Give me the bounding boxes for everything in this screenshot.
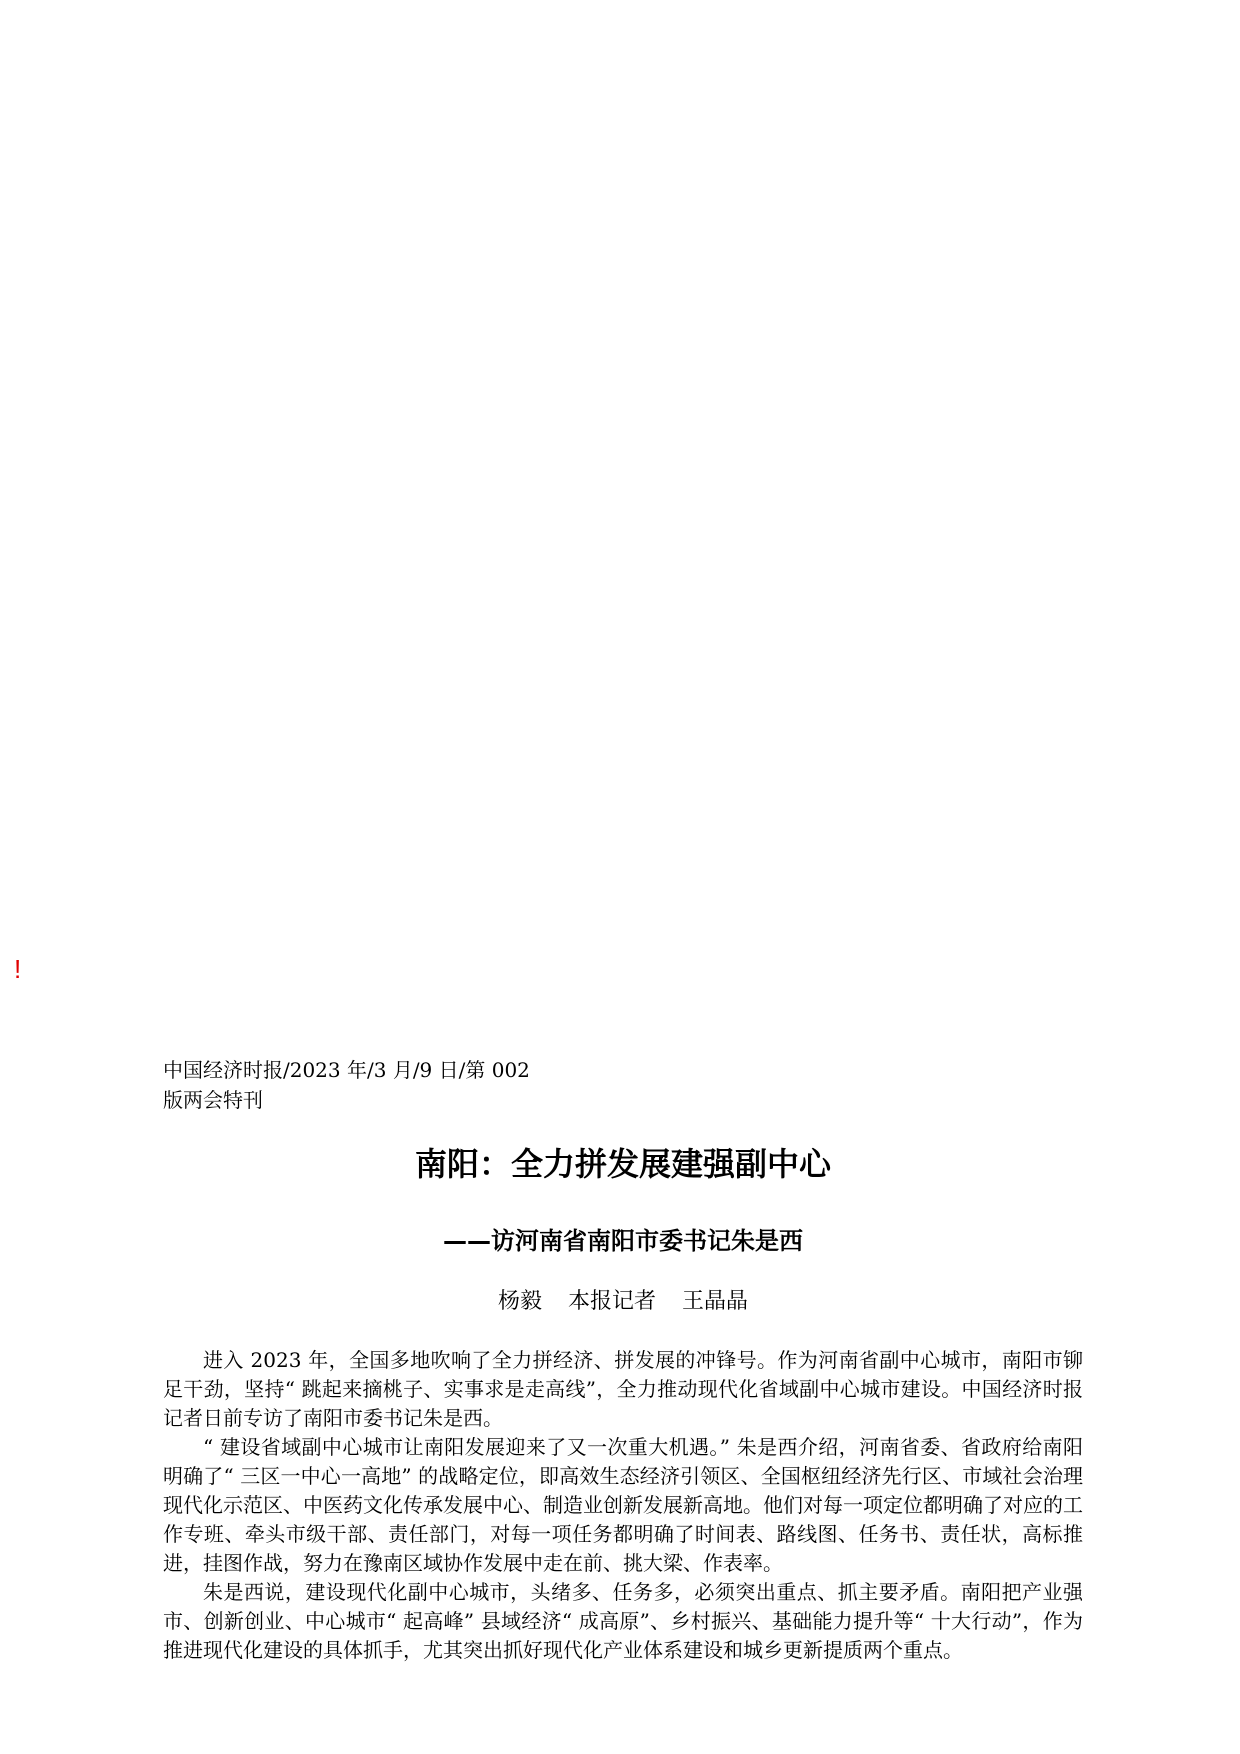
paragraph: 进入 2023 年，全国多地吹响了全力拼经济、拼发展的冲锋号。作为河南省副中心城市，南阳市铆足干劲，坚持“ 跳起来摘桃子、实事求是走高线”，全力推动现代化省域副中心城市建设。中国经济时报记者日前专访了南阳市委书记朱是西。 <box>163 1348 1083 1430</box>
author-role: 本报记者 <box>567 1289 656 1314</box>
article-title: 南阳：全力拼发展建强副中心 <box>414 1145 831 1183</box>
article-subtitle: ——访河南省南阳市委书记朱是西 <box>443 1227 803 1255</box>
byline <box>163 1286 1083 1318</box>
author-name: 杨毅 <box>497 1289 542 1314</box>
paragraph: 朱是西说，建设现代化副中心城市，头绪多、任务多，必须突出重点、抓主要矛盾。南阳把产业强市、创新创业、中心城市“ 起高峰” 县域经济“ 成高原”、乡村振兴、基础能力提升等“ 十大行动”，作为推进现代化建设的具体抓手，尤其突出抓好现代化产业体系建设和城乡更新提质两个重点。 <box>163 1580 1083 1662</box>
author-name: 王晶晶 <box>682 1289 749 1314</box>
source-line: 中国经济时报/2023 年/3 月/9 日/第 002 版两会特刊 <box>163 1058 530 1112</box>
article-body <box>163 1346 1083 1665</box>
paragraph: “ 建设省域副中心城市让南阳发展迎来了又一次重大机遇。” 朱是西介绍，河南省委、省政府给南阳明确了“ 三区一中心一高地” 的战略定位，即高效生态经济引领区、全国枢纽经济先行区、市域社会治理现代化示范区、中医药文化传承发展中心、制造业创新发展新高地。他们对每一项定位都明确了对应的工作专班、牵头市级干部、责任部门，对每一项任务都明确了时间表、路线图、任务书、责任状，高标推进，挂图作战，努力在豫南区域协作发展中走在前、挑大梁、作表率。 <box>163 1435 1083 1575</box>
error-marker: ! <box>14 954 22 984</box>
